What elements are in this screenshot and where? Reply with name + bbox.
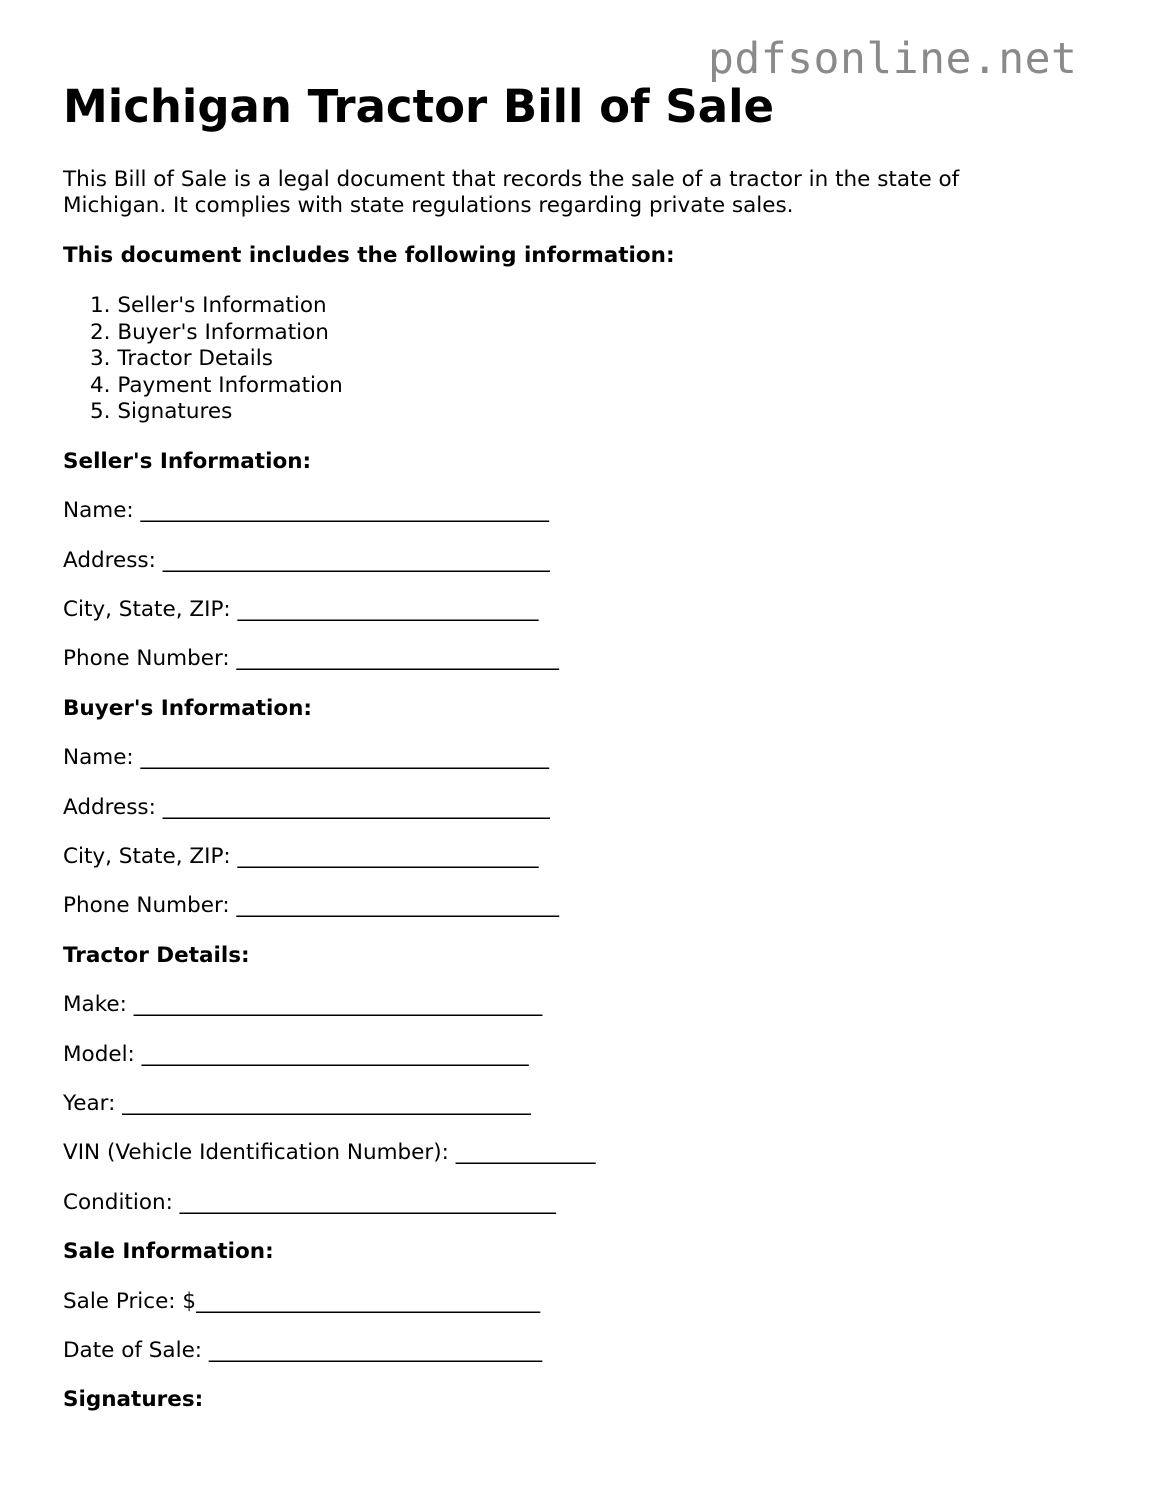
sale-heading: Sale Information: — [63, 1239, 274, 1264]
buyer-city-state-zip-field[interactable]: City, State, ZIP: ____________________________ — [63, 844, 539, 869]
seller-heading: Seller's Information: — [63, 449, 312, 474]
list-item: 1. Seller's Information — [90, 293, 327, 318]
page-title: Michigan Tractor Bill of Sale — [63, 80, 775, 133]
buyer-address-field[interactable]: Address: ____________________________________ — [63, 795, 550, 820]
includes-heading: This document includes the following information: — [63, 243, 675, 268]
tractor-make-field[interactable]: Make: ______________________________________ — [63, 992, 543, 1017]
tractor-condition-field[interactable]: Condition: ___________________________________ — [63, 1190, 556, 1215]
sale-price-field[interactable]: Sale Price: $________________________________ — [63, 1289, 541, 1314]
buyer-phone-field[interactable]: Phone Number: ______________________________ — [63, 893, 560, 918]
list-item: 2. Buyer's Information — [90, 319, 329, 345]
watermark: pdfsonline.net — [708, 34, 1078, 84]
contents-list — [90, 293, 343, 426]
seller-name-field[interactable]: Name: ______________________________________ — [63, 498, 550, 523]
list-item: 5. Signatures — [90, 399, 233, 425]
buyer-name-field[interactable]: Name: ______________________________________ — [63, 745, 550, 770]
tractor-model-field[interactable]: Model: ____________________________________ — [63, 1042, 529, 1067]
signatures-heading: Signatures: — [63, 1387, 204, 1412]
seller-city-state-zip-field[interactable]: City, State, ZIP: ____________________________ — [63, 597, 539, 622]
tractor-vin-field[interactable]: VIN (Vehicle Identification Number): _____________ — [63, 1140, 596, 1165]
list-item: 3. Tractor Details — [90, 346, 273, 372]
seller-address-field[interactable]: Address: ____________________________________ — [63, 548, 550, 573]
tractor-heading: Tractor Details: — [63, 943, 250, 968]
buyer-heading: Buyer's Information: — [63, 696, 313, 721]
tractor-year-field[interactable]: Year: ______________________________________ — [63, 1091, 531, 1116]
sale-date-field[interactable]: Date of Sale: _______________________________ — [63, 1338, 543, 1363]
list-item: 4. Payment Information — [90, 372, 343, 398]
intro-paragraph: This Bill of Sale is a legal document that records the sale of a tractor in the state of Michigan. It complies with state regulations regarding private sales. — [63, 167, 960, 218]
seller-phone-field[interactable]: Phone Number: ______________________________ — [63, 646, 560, 671]
